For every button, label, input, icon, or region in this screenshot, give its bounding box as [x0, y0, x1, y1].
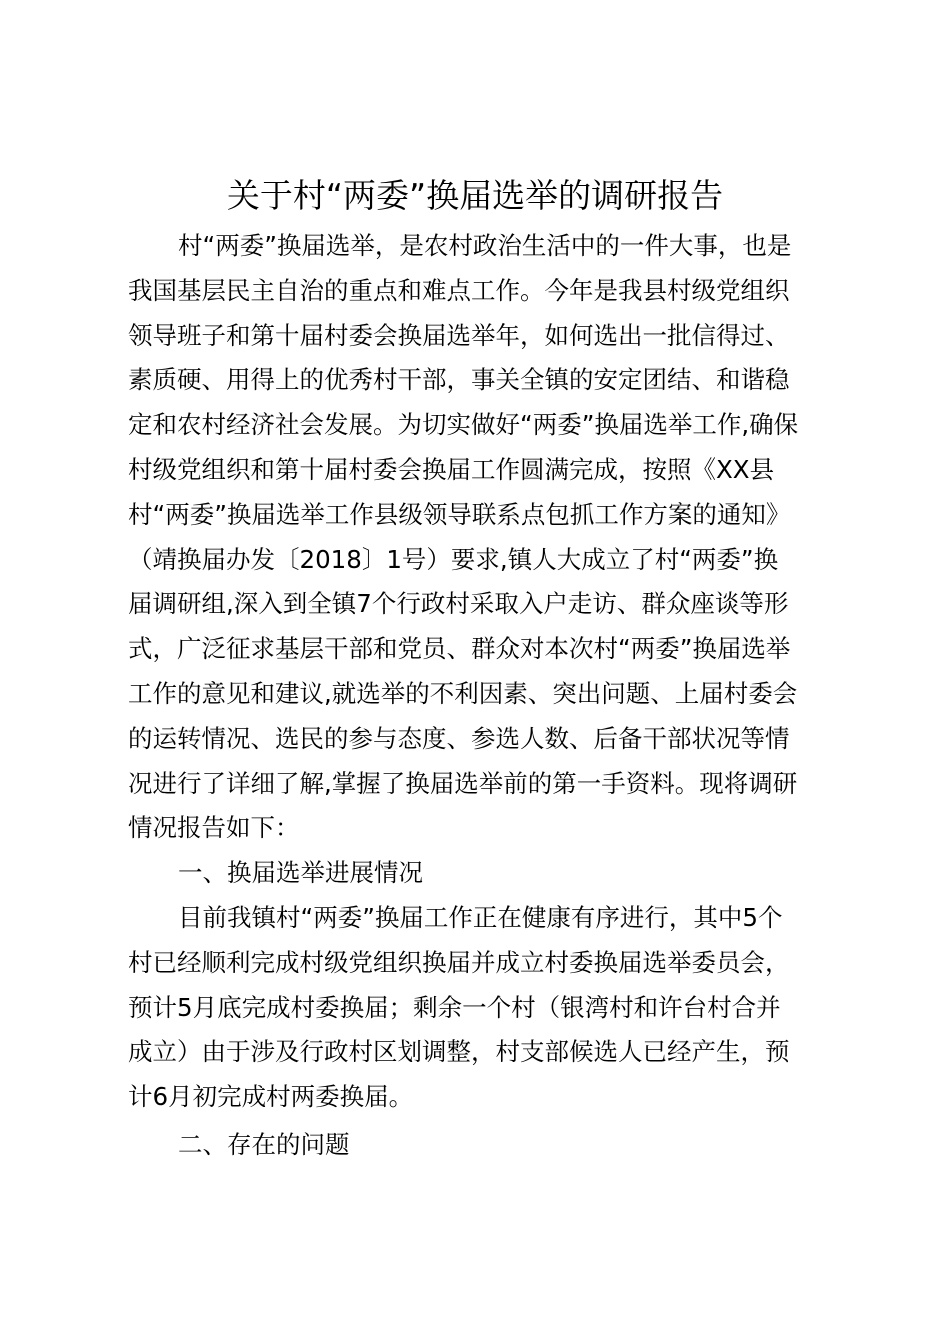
- document-title: 关于村“两委”换届选举的调研报告: [226, 176, 724, 215]
- paragraph-line: 村已经顺利完成村级党组织换届并成立村委换届选举委员会，: [128, 947, 790, 977]
- document-body: [128, 224, 828, 1168]
- paragraph-line: 预计5月底完成村委换届；剩余一个村（银湾村和许台村合并: [128, 992, 781, 1022]
- paragraph-line: 领导班子和第十届村委会换届选举年，如何选出一批信得过、: [128, 320, 790, 350]
- intro-paragraph: [128, 224, 828, 851]
- paragraph-line: 况进行了详细了解,掌握了换届选举前的第一手资料。现将调研: [128, 768, 798, 798]
- paragraph-line: 我国基层民主自治的重点和难点工作。今年是我县村级党组织: [128, 275, 790, 305]
- paragraph-line: 定和农村经济社会发展。为切实做好“两委”换届选举工作,确保: [128, 410, 799, 440]
- paragraph-line: 村“两委”换届选举工作县级领导联系点包抓工作方案的通知》: [128, 499, 791, 529]
- section-heading-progress: 一、换届选举进展情况: [178, 858, 423, 888]
- paragraph-line: 村“两委”换届选举，是农村政治生活中的一件大事，也是: [178, 231, 792, 260]
- paragraph-line: 素质硬、用得上的优秀村干部，事关全镇的安定团结、和谐稳: [128, 365, 790, 395]
- paragraph-line: 式，广泛征求基层干部和党员、群众对本次村“两委”换届选举: [128, 634, 791, 664]
- paragraph-line: 计6月初完成村两委换届。: [128, 1082, 414, 1112]
- paragraph-line: 情况报告如下：: [128, 813, 300, 843]
- paragraph-line: 工作的意见和建议,就选举的不利因素、突出问题、上届村委会: [128, 678, 798, 708]
- paragraph-line: 目前我镇村“两委”换届工作正在健康有序进行，其中5个: [178, 902, 783, 932]
- paragraph-line: 的运转情况、选民的参与态度、参选人数、后备干部状况等情: [128, 723, 790, 753]
- paragraph-line: 成立）由于涉及行政村区划调整，村支部候选人已经产生，预: [128, 1037, 790, 1067]
- paragraph-line: 届调研组,深入到全镇7个行政村采取入户走访、群众座谈等形: [128, 589, 789, 619]
- paragraph-line: （靖换届办发〔2018〕1号）要求,镇人大成立了村“两委”换: [128, 544, 779, 574]
- paragraph-line: 村级党组织和第十届村委会换届工作圆满完成，按照《XX县: [128, 454, 775, 484]
- section-heading-problems: 二、存在的问题: [178, 1129, 350, 1159]
- progress-paragraph: [128, 896, 828, 1120]
